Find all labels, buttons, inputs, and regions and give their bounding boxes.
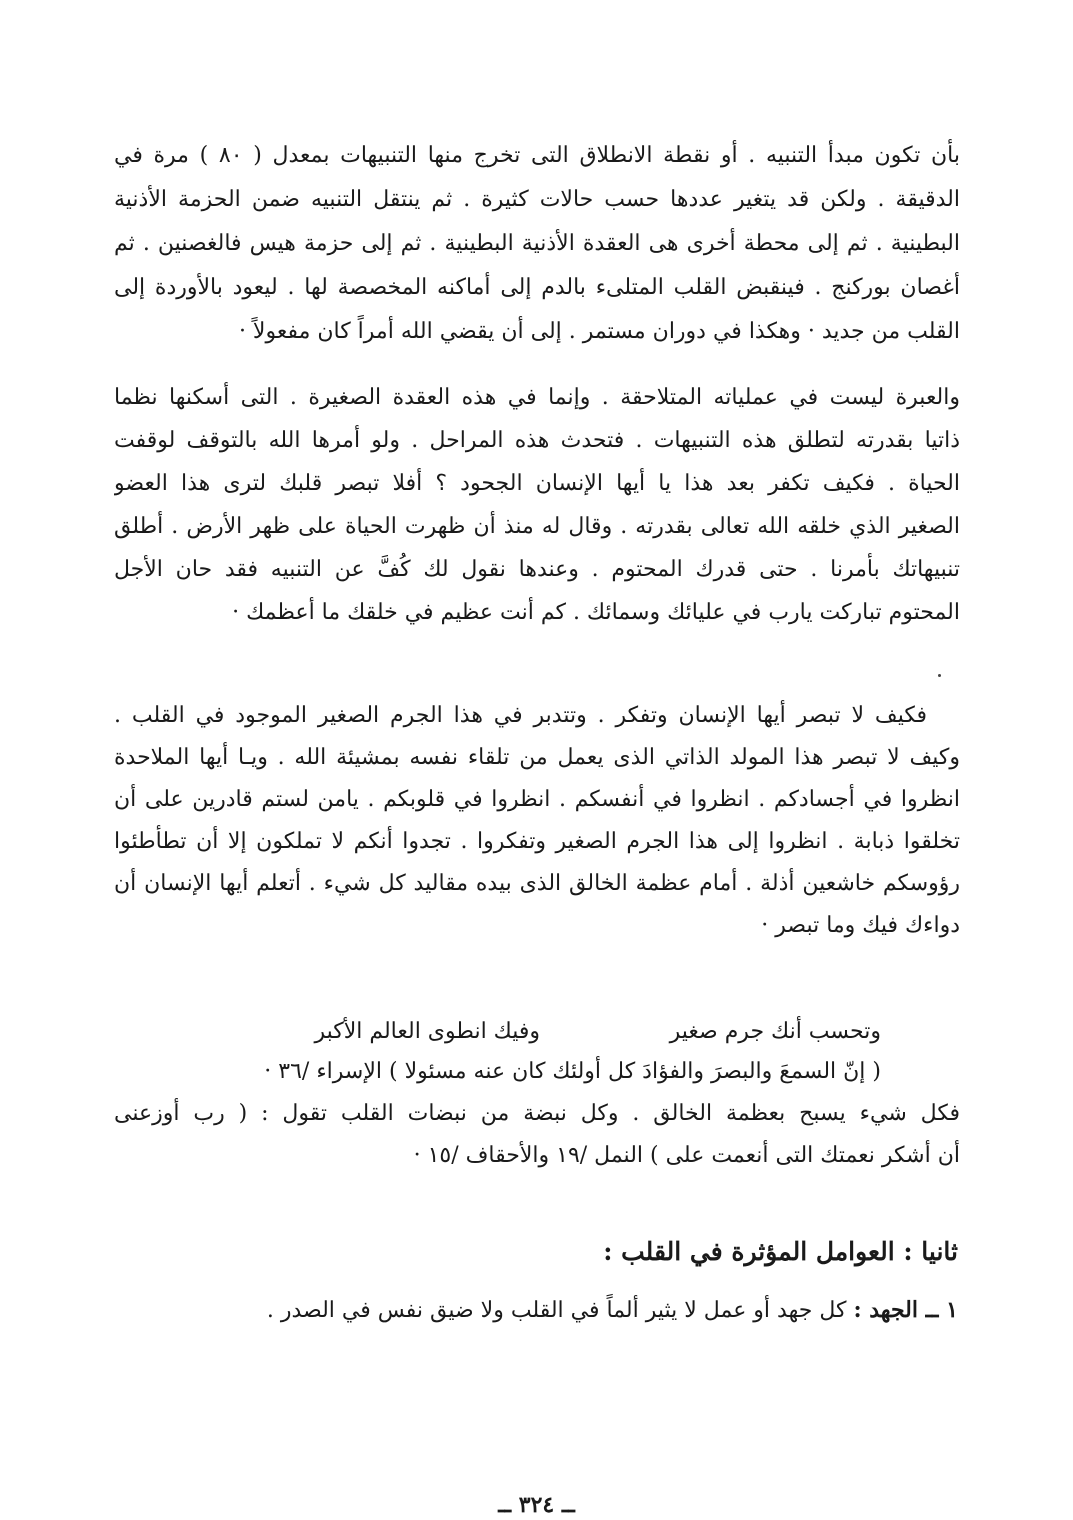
text-line: دواءك فيك وما تبصر · (761, 913, 960, 938)
text-line: فكيف لا تبصر أيها الإنسان وتفكر . وتتدبر في هذا الجرم الصغير الموجود في القلب . (114, 703, 927, 728)
text-line: أن أشكر نعمتك التى أنعمت على ) النمل /١٩ والأحقاف /١٥ · (413, 1143, 960, 1168)
text-line: بأن تكون مبدأ التنبيه . أو نقطة الانطلاق التى تخرج منها التنبيهات بمعدل ( ٨٠ ) مرة في (114, 143, 960, 168)
list-item (108, 1290, 958, 1331)
text-line: رؤوسكم خاشعين أذلة . أمام عظمة الخالق الذى بيده مقاليد كل شيء . أتعلم أيها الإنسان أن (114, 871, 960, 896)
text-line: أغصان بوركنج . فينقبض القلب المتلىء بالدم إلى أماكنه المخصصة لها . ليعود بالأوردة إلى (114, 275, 960, 300)
verse-hemistich-2: وفيك انطوى العالم الأكبر (314, 1019, 540, 1044)
page-number: ــ ٣٢٤ ــ (498, 1492, 575, 1518)
text-line: القلب من جديد · وهكذا في دوران مستمر . إلى أن يقضي الله أمراً كان مفعولاً · (238, 319, 960, 344)
print-speck (938, 674, 941, 677)
item-text: كل جهد أو عمل لا يثير ألماً في القلب ولا ضيق نفس في الصدر . (266, 1298, 847, 1323)
text-line: والعبرة ليست في عملياته المتلاحقة . وإنما في هذه العقدة الصغيرة . التى أسكنها نظما (114, 385, 960, 410)
text-line: فكل شيء يسبح بعظمة الخالق . وكل نبضة من نبضات القلب تقول : ( رب أوزعنى (114, 1101, 960, 1126)
text-line: تخلقوا ذبابة . انظروا إلى هذا الجرم الصغير وتفكروا . تجدوا أنكم لا تملكون إلا أن تطأطئوا (114, 829, 960, 854)
quran-quote: ( إنّ السمعَ والبصرَ والفؤادَ كل أولئك كان عنه مسئولا ) الإسراء /٣٦ · (264, 1059, 881, 1084)
text-line: الدقيقة . ولكن قد يتغير عددها حسب حالات كثيرة . ثم ينتقل التنبيه ضمن الحزمة الأذنية (114, 187, 960, 212)
text-line: المحتوم تباركت يارب في عليائك وسمائك . كم أنت عظيم في خلقك ما أعظمك · (232, 600, 960, 625)
text-line: ذاتيا بقدرته لتطلق هذه التنبيهات . فتحدث هذه المراحل . ولو أمرها الله بالتوقف لوقفت (114, 428, 960, 453)
text-line: الصغير الذي خلقه الله تعالى بقدرته . وقال له منذ أن ظهرت الحياة على ظهر الأرض . أطلق (114, 514, 960, 539)
verse-hemistich-1: وتحسب أنك جرم صغير (669, 1019, 881, 1044)
section-heading: ثانيا : العوامل المؤثرة في القلب : (603, 1237, 958, 1266)
text-line: الحياة . فكيف تكفر بعد هذا يا أيها الإنسان الجحود ؟ أفلا تبصر قلبك لترى هذا العضو (114, 471, 960, 496)
item-title: ١ ــ الجهد : (853, 1297, 958, 1323)
text-line: وكيف لا تبصر هذا المولد الذاتي الذى يعمل من تلقاء نفسه بمشيئة الله . ويـا أيها الملاحدة (114, 745, 960, 770)
text-line: البطينية . ثم إلى محطة أخرى هى العقدة الأذنية البطينية . ثم إلى حزمة هيس فالغصنين . ثم (114, 231, 960, 256)
text-line: تنبيهاتك بأمرنا . حتى قدرك المحتوم . وعندها نقول لك كُفَّ عن التنبيه فقد حان الأجل (114, 557, 960, 582)
text-line: انظروا في أجسادكم . انظروا في أنفسكم . انظروا في قلوبكم . يامن لستم قادرين على أن (114, 787, 960, 812)
